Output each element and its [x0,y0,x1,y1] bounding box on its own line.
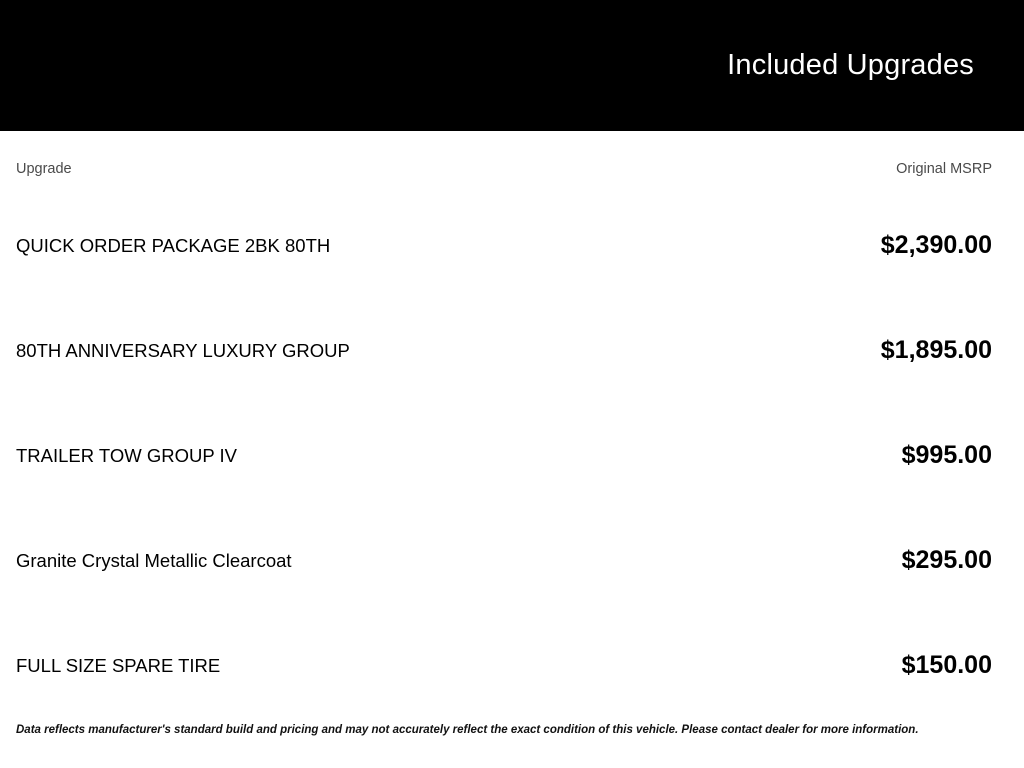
table-row [16,403,992,508]
page-header [0,0,1024,131]
upgrade-name: 80TH ANNIVERSARY LUXURY GROUP [16,339,350,361]
column-header-upgrade: Upgrade [16,161,72,177]
table-body [16,193,992,718]
upgrade-price: $150.00 [901,651,992,679]
upgrade-price: $2,390.00 [880,231,992,259]
page-title: Included Upgrades [727,49,974,81]
upgrade-name: Granite Crystal Metallic Clearcoat [16,549,292,571]
upgrade-name: FULL SIZE SPARE TIRE [16,654,221,676]
upgrade-price: $1,895.00 [880,336,992,364]
upgrade-price: $295.00 [901,546,992,574]
column-header-msrp: Original MSRP [896,161,992,177]
disclaimer-text: Data reflects manufacturer's standard build and pricing and may not accurately reflect the exact condition of this vehicle. Please contact dealer for more information. [16,724,919,736]
table-row [16,613,992,718]
upgrade-name: QUICK ORDER PACKAGE 2BK 80TH [16,234,331,256]
table-row [16,193,992,298]
upgrade-name: TRAILER TOW GROUP IV [16,444,238,466]
table-header-row [16,131,992,177]
upgrade-price: $995.00 [901,441,992,469]
upgrades-table [0,131,1024,736]
table-row [16,298,992,403]
table-row [16,508,992,613]
